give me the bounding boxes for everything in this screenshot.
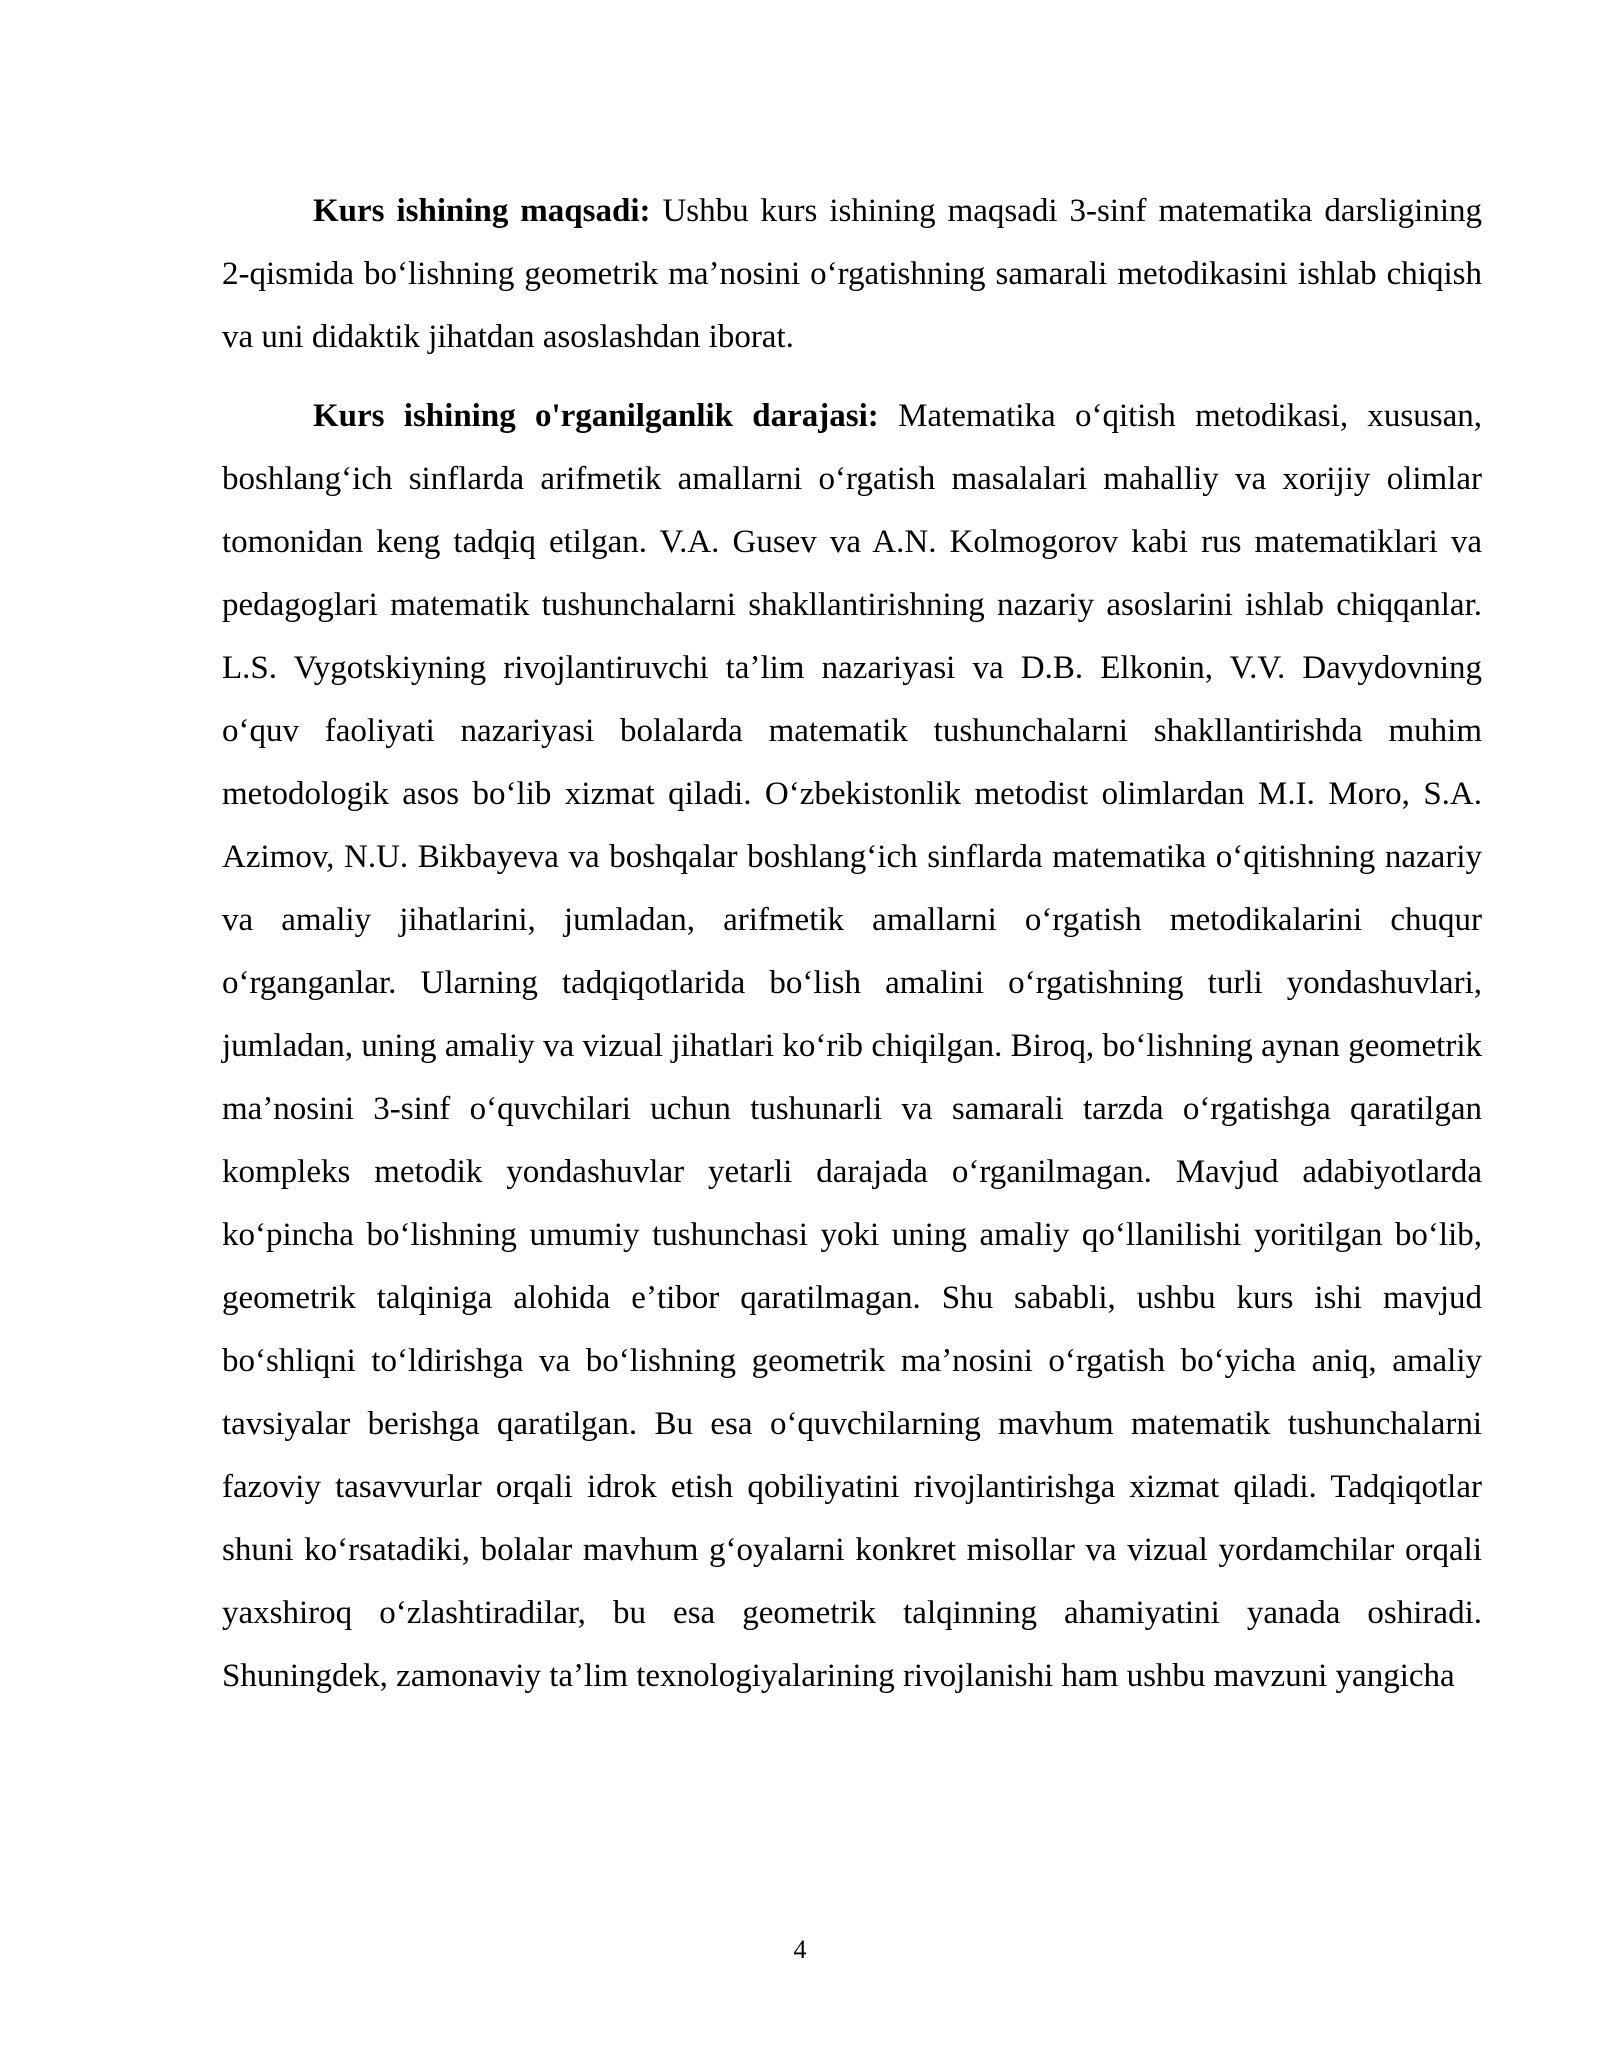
page-number: 4 [793,1935,807,1964]
page-content [222,180,1482,1724]
paragraph-goal [222,180,1482,369]
paragraph-body: Matematika oʻqitish metodikasi, xususan, boshlangʻich sinflarda arifmetik amallarni oʻrgatish masalalari mahalliy va xorijiy olimlar tomonidan keng tadqiq etilgan. V.A. Gusev va A.N. Kolmogorov kabi rus matematiklari va pedagoglari matematik tushunchalarni shakllantirishning nazariy asoslarini ishlab chiqqanlar. L.S. Vygotskiyning rivojlantiruvchi taʼlim nazariyasi va D.B. Elkonin, V.V. Davydovning oʻquv faoliyati nazariyasi bolalarda matematik tushunchalarni shakllantirishda muhim metodologik asos boʻlib xizmat qiladi. Oʻzbekistonlik metodist olimlardan M.I. Moro, S.A. Azimov, N.U. Bikbayeva va boshqalar boshlangʻich sinflarda matematika oʻqitishning nazariy va amaliy jihatlarini, jumladan, arifmetik amallarni oʻrgatish metodikalarini chuqur oʻrganganlar. Ularning tadqiqotlarida boʻlish amalini oʻrgatishning turli yondashuvlari, jumladan, uning amaliy va vizual jihatlari koʻrib chiqilgan. Biroq, boʻlishning aynan geometrik maʼnosini 3-sinf oʻquvchilari uchun tushunarli va samarali tarzda oʻrgatishga qaratilgan kompleks metodik yondashuvlar yetarli darajada oʻrganilmagan. Mavjud adabiyotlarda koʻpincha boʻlishning umumiy tushunchasi yoki uning amaliy qoʻllanilishi yoritilgan boʻlib, geometrik talqiniga alohida eʼtibor qaratilmagan. Shu sababli, ushbu kurs ishi mavjud boʻshliqni toʻldirishga va boʻlishning geometrik maʼnosini oʻrgatish boʻyicha aniq, amaliy tavsiyalar berishga qaratilgan. Bu esa oʻquvchilarning mavhum matematik tushunchalarni fazoviy tasavvurlar orqali idrok etish qobiliyatini rivojlantirishga xizmat qiladi. Tadqiqotlar shuni koʻrsatadiki, bolalar mavhum gʻoyalarni konkret misollar va vizual yordamchilar orqali yaxshiroq oʻzlashtiradilar, bu esa geometrik talqinning ahamiyatini yanada oshiradi. Shuningdek, zamonaviy taʼlim texnologiyalarining rivojlanishi ham ushbu mavzuni yangicha [222,398,1482,1694]
paragraph-heading: Kurs ishining maqsadi: [313,193,651,229]
paragraph-heading: Kurs ishining o'rganilganlik darajasi: [313,398,879,434]
paragraph-body: Ushbu kurs ishining maqsadi 3-sinf matematika darsligining 2-qismida boʻlishning geometrik maʼnosini oʻrgatishning samarali metodikasini ishlab chiqish va uni didaktik jihatdan asoslashdan iborat. [222,193,1482,355]
paragraph-study-level [222,385,1482,1708]
